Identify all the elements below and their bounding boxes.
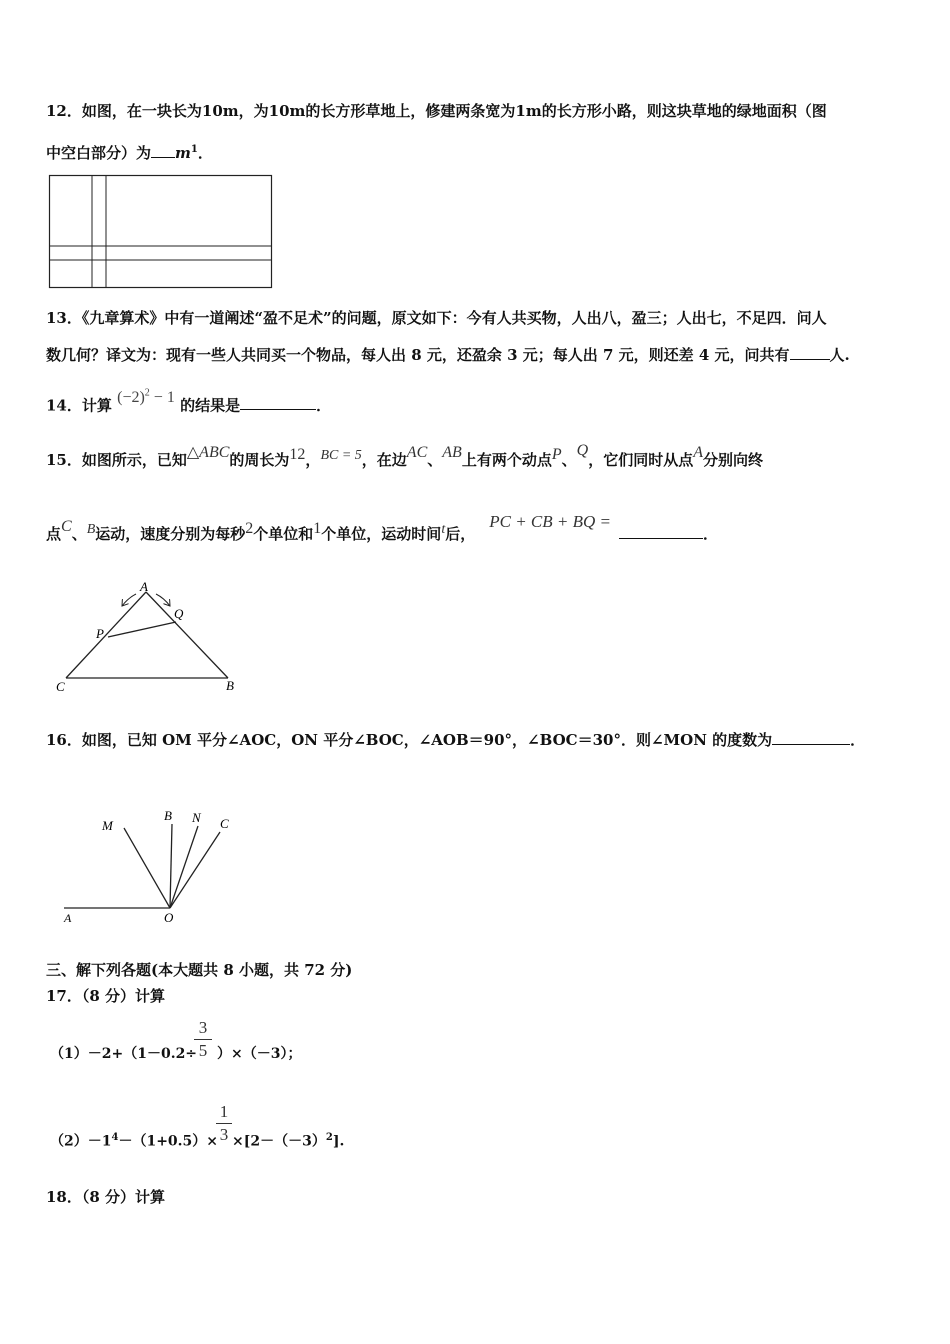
q17-p2-text: ×[2－（－3） [232,1133,326,1150]
q16-figure-angles [58,802,248,926]
q17-p1-text: ）×（－3）； [217,1046,302,1062]
fraction-numerator: 1 [219,1102,229,1121]
q17-p2-sup: 4 [111,1132,119,1143]
q17-title: 17．（8 分）计算 [46,987,166,1005]
q17-p2-text: （2）－1 [50,1133,112,1150]
q14-number: 14．计算 [46,396,112,415]
q14-expr-tail: − 1 [149,389,175,407]
ray-ob [170,824,172,908]
label-c: C [220,816,229,831]
q16-answer-blank[interactable] [772,744,850,745]
q15-text: ，它们同时从点 [588,451,694,469]
label-a: A [140,579,148,594]
q15-sep: 、 [71,525,87,543]
q15-sep: 、 [561,451,577,469]
q14-line [46,388,332,416]
q15-triangle: △ABC [186,444,230,461]
label-q: Q [174,606,184,621]
q17-p2-fraction [216,1102,232,1145]
q13-end: 人. [829,346,850,364]
fraction-numerator: 3 [198,1018,208,1037]
q13-answer-blank[interactable] [790,359,830,360]
q13-text: 数几何？译文为：现有一些人共同买一个物品，每人出 8 元，还盈余 3 元；每人出 7 元，则还差 4 元，问共有 [46,346,790,364]
q12-text: 的长方形小路，则这块草地的绿地面积（图 [541,102,827,120]
label-c: C [56,679,65,694]
fraction-denominator: 5 [198,1041,208,1060]
q12-text: 如图，在一块长为 [81,102,202,120]
q15-t: t [441,522,446,537]
q12-number: 12． [46,102,82,120]
q15-text: 个单位和 [253,525,314,543]
q15-answer-blank[interactable] [619,538,703,539]
ray-oc [170,832,220,908]
q15-a: A [693,444,703,461]
q15-speed2: 1 [313,520,322,537]
q15-speed1: 2 [245,520,254,537]
q15-ab: AB [442,444,462,461]
q12-width: 10m [268,102,306,120]
ray-om [124,828,170,908]
q15-line2 [46,512,719,546]
q15-comma: ， [305,451,321,469]
q14-end: ． [316,396,332,415]
ray-on [170,826,198,908]
q17-p2-text: －（1+0.5）× [118,1133,219,1150]
lawn-outline [50,176,272,288]
section-3-heading: 三、解下列各题(本大题共 8 小题，共 72 分) [46,961,353,979]
q15-text: 运动，速度分别为每秒 [95,525,246,543]
q15-sep: 、 [427,451,443,469]
q12-line2 [46,140,213,163]
q16-end: ． [850,731,866,749]
q14-expr-sup: 2 [144,388,150,399]
q12-road-width: 1m [515,102,542,120]
q15-perimeter: 12 [289,446,306,463]
q15-text: 个单位，运动时间 [321,525,442,543]
q15-p: P [551,446,562,463]
label-b: B [164,808,172,823]
q15-text: 点 [46,525,62,543]
q12-text: 中空白部分）为 [46,144,152,162]
q15-end: ． [703,525,719,543]
q15-figure-triangle [52,578,252,698]
q15-text: ，在边 [361,451,407,469]
q14-expression [117,389,175,406]
fraction-denominator: 3 [219,1125,229,1144]
side-ac [66,592,146,678]
q15-bc: BC = 5 [320,448,362,463]
segment-pq [108,622,176,637]
q12-end: ． [197,144,213,162]
q12-unit-sup: 1 [190,144,198,155]
q18-title: 18．（8 分）计算 [46,1188,166,1206]
q15-text: 上有两个动点 [461,451,552,469]
q15-ac: AC [406,444,428,461]
q12-length: 10m [201,102,239,120]
side-ab [146,592,228,678]
q14-expr-base: (−2) [117,389,145,407]
q17-p2-text: ]. [332,1133,345,1150]
q15-text: 后， [445,525,476,543]
q12-unit: m [175,144,191,162]
q13-line1: 13．《九章算术》中有一道阐述“盈不足术”的问题，原文如下：今有人共买物，人出八，盈三；人出七，不足四．问人 [46,309,827,327]
q12-answer-blank[interactable] [151,157,175,158]
q16-line [46,730,865,750]
q14-text: 的结果是 [180,396,241,415]
q14-answer-blank[interactable] [240,409,316,410]
q15-text: 分别向终 [702,451,763,469]
label-a: A [64,911,72,925]
label-p: P [96,626,104,641]
q17-p2-sup: 2 [325,1132,333,1143]
q15-text: 的周长为 [229,451,290,469]
q15-c: C [61,518,72,535]
q15-line1 [46,442,763,472]
q12-text: ，为 [238,102,269,120]
q17-p1-fraction [194,1018,212,1061]
q13-line2 [46,345,850,365]
q12-text: 的长方形草地上，修建两条宽为 [305,102,516,120]
q15-q: Q [576,442,589,459]
q16-text: 16．如图，已知 OM 平分∠AOC，ON 平分∠BOC，∠AOB＝90°，∠BOC＝30°．则∠MON 的度数为 [46,731,773,749]
q12-line1 [46,101,827,121]
label-n: N [192,810,201,825]
label-m: M [102,818,113,833]
q17-p1-text: （1）－2+（1－0.2÷ [50,1046,198,1062]
q17-part1 [50,1044,302,1064]
label-o: O [164,910,174,925]
q15-b: B [86,522,96,537]
q17-part2 [50,1128,344,1152]
q15-number: 15．如图所示，已知 [46,451,187,469]
q15-formula: PC + CB + BQ = [489,512,611,531]
label-b: B [226,678,234,693]
q12-figure-lawn [48,174,274,292]
